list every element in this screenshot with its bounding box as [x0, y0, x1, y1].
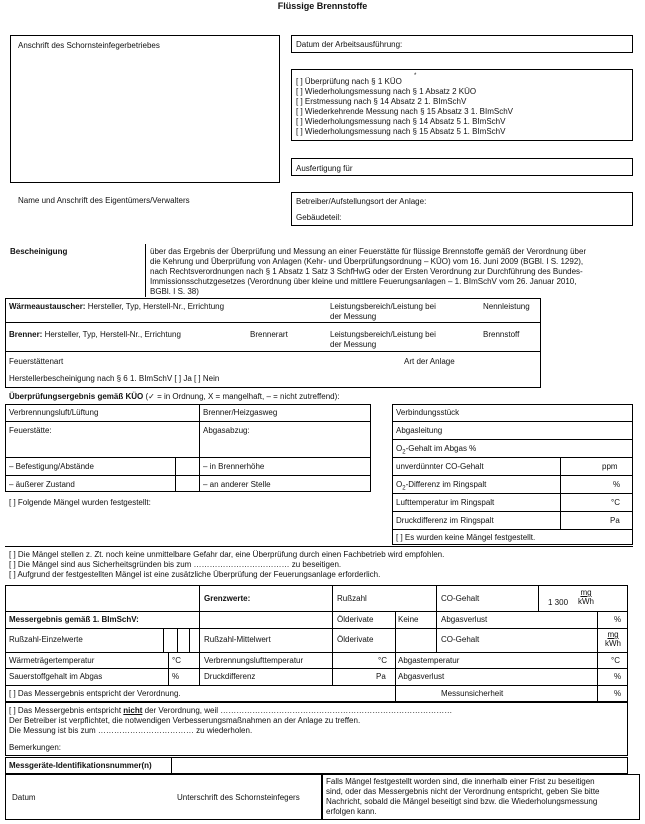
lufttemperatur-label: Lufttemperatur im Ringspalt	[396, 498, 495, 507]
pruefungsart-list	[296, 77, 513, 137]
o2-gehalt-label: $O_2$-Gehalt im Abgas %	[396, 444, 477, 456]
note-text	[326, 777, 638, 817]
maengel-option[interactable]: [ ] Die Mängel sind aus Sicherheitsgründen bis zum ……………………………… zu beseitigen.	[9, 560, 342, 569]
pruef-option[interactable]: [ ] Erstmessung nach § 14 Absatz 2 1. BImSchV	[296, 97, 467, 106]
druckdifferenz-label: Druckdifferenz im Ringspalt	[396, 516, 494, 525]
leistung-label: Leistungsbereich/Leistung bei	[330, 330, 436, 339]
betreiber-label: Betreiber/Aufstellungsort der Anlage:	[296, 197, 427, 206]
co-limit-value: 1 300	[548, 598, 569, 607]
keine-value: Keine	[398, 615, 419, 624]
russzahl-label: Rußzahl	[337, 594, 367, 603]
pruef-option[interactable]: [ ] Wiederkehrende Messung nach § 15 Absatz 3 1. BImSchV	[296, 107, 514, 116]
anschrift-label: Anschrift des Schornsteinfegerbetriebes	[18, 41, 160, 50]
anschrift-box	[10, 35, 280, 183]
form-title: Flüssige Brennstoffe	[277, 1, 368, 11]
text-line: nach Rechtsverordnungen nach § 1 Absatz 1 Satz 3 SchfHwG oder der Ersten Verordnung zur Durchführung des Bundes-	[150, 267, 583, 276]
gebaeude-label: Gebäudeteil:	[296, 213, 342, 222]
andere-stelle-label: – an anderer Stelle	[203, 480, 271, 489]
waermeaustauscher-label: Wärmeaustauscher: Hersteller, Typ, Herstell-Nr., Errichtung	[9, 302, 225, 311]
betreiber-pflicht-text: Der Betreiber ist verpflichtet, die notwendigen Verbesserungsmaßnahmen an der Anlage zu treffen.	[9, 716, 361, 725]
oelderivate-label: Ölderivate	[337, 635, 374, 644]
footnote-mark: *	[414, 73, 417, 79]
maengel-option[interactable]: [ ] Die Mängel stellen z. Zt. noch keine unmittelbare Gefahr dar, eine Überprüfung durch einen Fachbetrieb wird empfohlen.	[9, 550, 445, 559]
text-line: BGBl. I S. 38)	[150, 287, 199, 296]
divider	[145, 244, 146, 297]
bescheinigung-text	[150, 247, 640, 297]
pruef-option[interactable]: [ ] Wiederholungsmessung nach § 14 Absatz 5 1. BImSchV	[296, 117, 506, 126]
unterschrift-label: Unterschrift des Schornsteinfegers	[177, 793, 300, 802]
brennerart-label: Brennerart	[250, 330, 288, 339]
maengel-options	[9, 550, 444, 580]
feuerstaette-label: Feuerstätte:	[9, 426, 52, 435]
messgeraete-label: Messgeräte-Identifikationsnummer(n)	[9, 761, 152, 770]
herstellerbescheinigung[interactable]: Herstellerbescheinigung nach § 6 1. BImSchV [ ] Ja [ ] Nein	[9, 374, 220, 383]
messung-bis-text: Die Messung ist bis zum ……………………………… zu wiederholen.	[9, 726, 253, 735]
unit-celsius: °C	[611, 656, 620, 665]
unit-percent: %	[614, 689, 622, 698]
brennstoff-label: Brennstoff	[483, 330, 520, 339]
abgasverlust-label: Abgasverlust	[441, 615, 488, 624]
unit-percent: %	[614, 615, 622, 624]
messergebnis-label: Messergebnis gemäß 1. BImSchV:	[9, 615, 139, 624]
verbrennungslufttemp-label: Verbrennungslufttemperatur	[204, 656, 304, 665]
leistung-label: der Messung	[330, 340, 377, 349]
co-gehalt-label: CO-Gehalt	[441, 635, 480, 644]
text-line: erfolgen kann.	[326, 807, 377, 816]
unit-pa: Pa	[376, 672, 386, 681]
pruef-option[interactable]: [ ] Überprüfung nach § 1 KÜO	[296, 77, 402, 86]
abgastemperatur-label: Abgastemperatur	[398, 656, 460, 665]
ausfertigung-label: Ausfertigung für	[296, 164, 353, 173]
abgasverlust-label: Abgasverlust	[398, 672, 445, 681]
text-line: die Kehrung und Überprüfung von Anlagen (Kehr- und Überprüfungsordnung – KÜO) vom 16. Juni 2009 (BGBl. I S. 1292),	[150, 257, 584, 266]
co-gehalt-label: unverdünnter CO-Gehalt	[396, 462, 484, 471]
eigentuemer-label: Name und Anschrift des Eigentümers/Verwalters	[18, 196, 190, 205]
maengel-option[interactable]: [ ] Aufgrund der festgestellten Mängel ist eine zusätzliche Überprüfung der Feuerungsanlage erforderlich.	[9, 570, 381, 579]
nennleistung-label: Nennleistung	[483, 302, 530, 311]
befestigung-label: – Befestigung/Abstände	[9, 462, 94, 471]
nicht-entspricht-checkbox[interactable]: [ ] Das Messergebnis entspricht nicht der Verordnung, weil ……………………………………………………………………………	[9, 706, 453, 715]
brenner-label: Brenner: Hersteller, Typ, Herstell-Nr., Errichtung	[9, 330, 181, 339]
maengel-checkbox[interactable]: [ ] Folgende Mängel wurden festgestellt:	[9, 498, 151, 507]
entspricht-checkbox[interactable]: [ ] Das Messergebnis entspricht der Verordnung.	[9, 689, 181, 698]
brenner-heizgasweg-label: Brenner/Heizgasweg	[203, 408, 278, 417]
o2-differenz-label: $O_2$-Differenz im Ringspalt	[396, 480, 487, 492]
verbindungsstueck-label: Verbindungsstück	[396, 408, 460, 417]
oelderivate-label: Ölderivate	[337, 615, 374, 624]
unit-mg-per-kwh: mg kWh	[605, 630, 621, 648]
text-line: sind, oder das Messergebnis nicht der Verordnung entspricht, geben Sie bitte	[326, 787, 600, 796]
pruef-option[interactable]: [ ] Wiederholungsmessung nach § 15 Absatz 5 1. BImSchV	[296, 127, 506, 136]
unit-mg-per-kwh: mg kWh	[578, 588, 594, 606]
unit-celsius: °C	[172, 656, 181, 665]
leistung-label: der Messung	[330, 312, 377, 321]
sauerstoff-label: Sauerstoffgehalt im Abgas	[9, 672, 103, 681]
datum-label: Datum der Arbeitsausführung:	[296, 40, 403, 49]
bescheinigung-label: Bescheinigung	[10, 247, 68, 256]
bemerkungen-label: Bemerkungen:	[9, 743, 62, 752]
abgasabzug-label: Abgasabzug:	[203, 426, 250, 435]
unit-percent: %	[614, 672, 622, 681]
brennerhoehe-label: – in Brennerhöhe	[203, 462, 265, 471]
grenzwerte-label: Grenzwerte:	[204, 594, 251, 603]
unit-celsius: °C	[378, 656, 387, 665]
russzahl-mittelwert-label: Rußzahl-Mittelwert	[204, 635, 271, 644]
feuerstaettenart-label: Feuerstättenart	[9, 357, 64, 366]
text-line: Nachricht, sobald die Mängel beseitigt sind bzw. die Wiederholungsmessung	[326, 797, 598, 806]
text-line: über das Ergebnis der Überprüfung und Messung an einer Feuerstätte für flüssige Brennstoffe gemäß der Verordnung über	[150, 247, 587, 256]
keine-maengel-checkbox[interactable]: [ ] Es wurden keine Mängel festgestellt.	[396, 533, 536, 542]
unit-pa: Pa	[610, 516, 620, 525]
waermetraeger-label: Wärmeträgertemperatur	[9, 656, 95, 665]
text-line: Falls Mängel festgestellt worden sind, die innerhalb einer Frist zu beseitigen	[326, 777, 595, 786]
art-anlage-label: Art der Anlage	[404, 357, 455, 366]
druckdifferenz-label: Druckdifferenz	[204, 672, 256, 681]
unit-percent: %	[613, 480, 621, 489]
text-line: Immissionsschutzgesetzes (Verordnung über kleine und mittlere Feuerungsanlagen – 1. BImSchV vom 26. Januar 2010,	[150, 277, 577, 286]
unit-ppm: ppm	[602, 462, 618, 471]
aeusserer-zustand-label: – äußerer Zustand	[9, 480, 75, 489]
pruef-option[interactable]: [ ] Wiederholungsmessung nach § 1 Absatz 2 KÜO	[296, 87, 477, 96]
kuo-heading: Überprüfungsergebnis gemäß KÜO (✓ = in Ordnung, X = mangelhaft, – = nicht zutreffend):	[9, 392, 340, 401]
co-gehalt-label: CO-Gehalt	[441, 594, 480, 603]
messunsicherheit-label: Messunsicherheit	[441, 689, 504, 698]
leistung-label: Leistungsbereich/Leistung bei	[330, 302, 436, 311]
abgasleitung-label: Abgasleitung	[396, 426, 443, 435]
datum-label: Datum	[12, 793, 36, 802]
unit-celsius: °C	[611, 498, 620, 507]
unit-percent: %	[172, 672, 180, 681]
verbrennungsluft-label: Verbrennungsluft/Lüftung	[9, 408, 99, 417]
russzahl-einzelwerte-label: Rußzahl-Einzelwerte	[9, 635, 83, 644]
